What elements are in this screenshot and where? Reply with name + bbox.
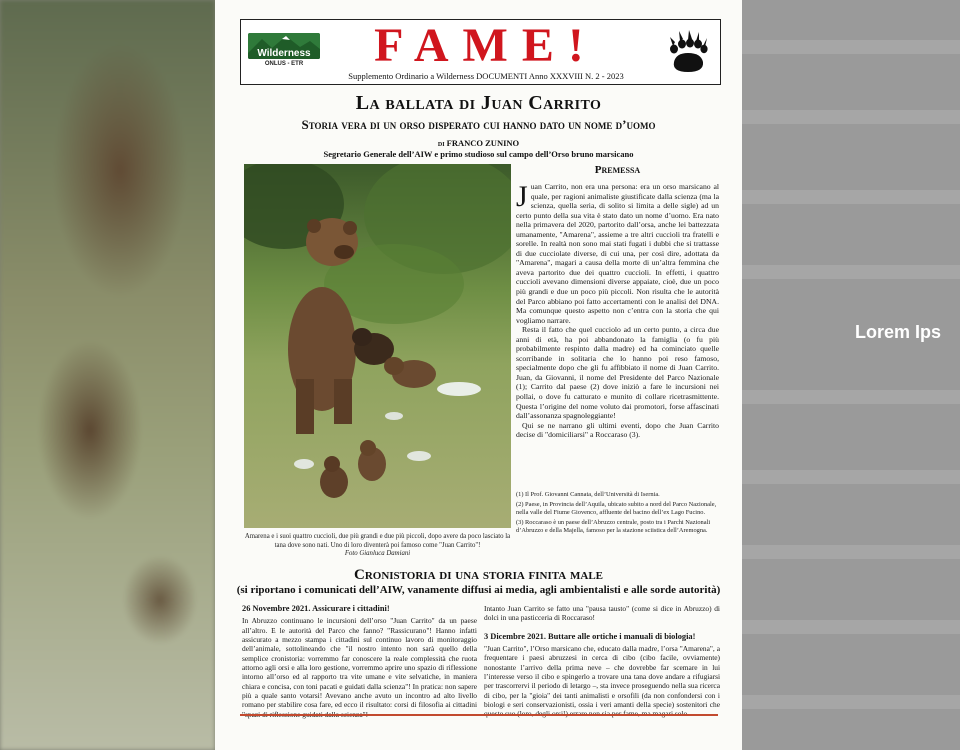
cronistoria-column-1 xyxy=(242,604,477,719)
article-subtitle: Storia vera di un orso disperato cui hanno dato un nome d’uomo xyxy=(301,117,656,132)
wilderness-logo xyxy=(248,33,320,71)
newsletter-title: FAME! xyxy=(374,19,598,72)
caption-text: Amarena e i suoi quattro cuccioli, due più grandi e due più piccoli, dopo avere da poco lasciato la tana dove sono nati. Uno di loro diventerà poi famoso come "Juan Carrito"! xyxy=(244,533,511,549)
premessa-body xyxy=(516,182,719,440)
cronistoria-column-2 xyxy=(484,604,720,719)
footnote-2: (2) Paese, in Provincia dell’Aquila, ubicato subito a nord del Parco Nazionale, nella valle del Fiume Giovenco, affluente del bacino dell’ex Lago Fucino. xyxy=(516,501,717,517)
photo-caption xyxy=(244,533,511,559)
entry-text: In Abruzzo continuano le incursioni dell’orso "Juan Carrito" da un paese all’altro. E le autorità del Parco che fanno? "Rassicurano"! Hanno infatti assicurato a mezzo stampa i cittadini sul continuo lavoro di monitoraggio dell’animale, sottolineando che "il nostro intento non sarà quello della semplice cronistoria: vorremmo far conoscere la reale complessità che ruota attorno agli orsi e alla loro gestione, vorremmo aprire uno spazio di riflessione intorno all’orso ed al rapporto tra vite umane e vite selvatiche, in maniera chiara e concisa, con toni pacati e guidati dalla scienza"! In pratica: non sapere più a quale santo votarsi! Avevano anche avuto un incontro ad alto livello romano per stabilire cosa fare, ed ecco il risultato: corsi di filosofia ai cittadini xyxy=(242,616,477,710)
dropcap: J xyxy=(516,180,528,213)
footnote-3: (3) Roccaraso è un paese dell’Abruzzo centrale, posto tra i Parchi Nazionali d’Abruzzo e della Majella, famoso per la stazione sciistica dell’Aremogna. xyxy=(516,519,711,535)
logo-subtitle: ONLUS - ETR xyxy=(264,61,304,67)
premessa-paragraph-3: Qui se ne narrano gli ultimi eventi, dopo che Juan Carrito decise di "domiciliarsi" a Roccaraso (3). xyxy=(516,420,719,440)
cronistoria-subheading: (si riportano i comunicati dell’AIW, vanamente diffusi ai media, agli ambientalisti e alle sorde autorità) xyxy=(236,584,721,596)
masthead xyxy=(240,19,721,85)
footer-rule xyxy=(240,714,718,716)
premessa-paragraph-2: Resta il fatto che quel cucciolo ad un certo punto, a circa due anni di età, ha poi abbandonato la famiglia (o fu più probabilmente respinto dalla madre) ed ha cominciato quelle scorribande in solitaria che lo hanno poi reso famoso, specialmente dopo che gli fu affibbiato il nome di Juan Carrito. Juan, da Giovanni, il nome del Presidente del Parco Nazionale (1); Carrito dal paese (2) dove iniziò a fare le incursioni nei pollai, o dove fu catturato e munito di collare ricetrasmittente. Questa l’origine del nome voluto dai promotori, forse affascinati dall’assonanza spagnoleggiante! xyxy=(516,325,719,421)
supplement-line: Supplemento Ordinario a Wilderness DOCUMENTI Anno XXXVIII N. 2 - 2023 xyxy=(348,71,624,81)
entry-text-intro: Intanto Juan Carrito se fatto una "pausa tausto" (come si dice in Abruzzo) di dolci in una pasticceria di Roccaraso! xyxy=(484,604,720,623)
byline: di FRANCO ZUNINO xyxy=(437,138,520,148)
entry-text-2: "Juan Carrito", l’Orso marsicano che, educato dalla madre, l’orsa "Amarena", a frequentare i paesi abruzzesi in cerca di cibo (cibo facile, ovviamente) nonostante l’arrivo della prima neve – che dovrebbe far scemare in lui l’interesse verso il cibo e spingerlo a trovare una tana dove andare a rifugiarsi per trascorrervi il periodo di letargo –, sta invece proseguendo nella sua ricerca di cibo, per la "gioia" dei tanti animalisti e orsofili (da non confondersi con i biologi e seri conservazionisti, ossia i veri amanti della specie) sostenitori che xyxy=(484,644,720,710)
photo-credit: Foto Gianluca Damiani xyxy=(344,550,411,557)
cronistoria-heading: Cronistoria di una storia finita male xyxy=(353,567,603,583)
overlay-label: Lorem Ips xyxy=(855,322,942,342)
overlay-text xyxy=(855,322,960,343)
article-title: La ballata di Juan Carrito xyxy=(355,92,602,114)
blurred-background-left xyxy=(0,0,215,750)
premessa-heading: Premessa xyxy=(594,164,641,176)
bear-paw-icon xyxy=(666,28,710,76)
newsletter-page xyxy=(215,0,742,750)
entry-date-heading: 26 Novembre 2021. Assicurare i cittadini! xyxy=(242,604,390,613)
bear-family-photo xyxy=(244,164,511,528)
premessa-paragraph-1: uan Carrito, non era una persona: era un orso marsicano al quale, per ragioni animaliste giustificate dalla scienza (ma la scienza, quella seria, di solito si limita a delle sigle) ad un certo punto della sua vita è stato dato un nome d’uomo. Era nato nella primavera del 2020, partorito dall’orsa, anche lei battezzata umanamente, "Amarena", assieme a tre altri cuccioli tra fratelli e sorelle. In realtà non sono mai stati fugati i dubbi che si trattasse di due cucciolate diverse, di cui una, per così dire, adottata da "Amarena", magari a causa della morte di un’altra femmina che aveva partorito due dei quattro cuccioli. In effetti, i quattro cuccioli avevano dimensioni diverse appaiate, cioè, due un poco più grandi e due un poco più piccoli. Non risulta che le autorità del Parco abbiano poi fatto accertamenti con le analisi del DNA. Ma comunque questo aspetto non c’entra con la storia che qui vogliamo narrare. xyxy=(516,182,719,325)
footnote-1: (1) Il Prof. Giovanni Cannata, dell’Università di Isernia. xyxy=(516,491,660,498)
logo-word: Wilderness xyxy=(257,48,311,59)
blurred-background-right xyxy=(742,0,960,750)
author-role: Segretario Generale dell’AIW e primo studioso sul campo dell’Orso bruno marsicano xyxy=(323,149,634,159)
entry-date-heading-2: 3 Dicembre 2021. Buttare alle ortiche i manuali di biologia! xyxy=(484,631,696,641)
footnotes xyxy=(516,491,719,537)
